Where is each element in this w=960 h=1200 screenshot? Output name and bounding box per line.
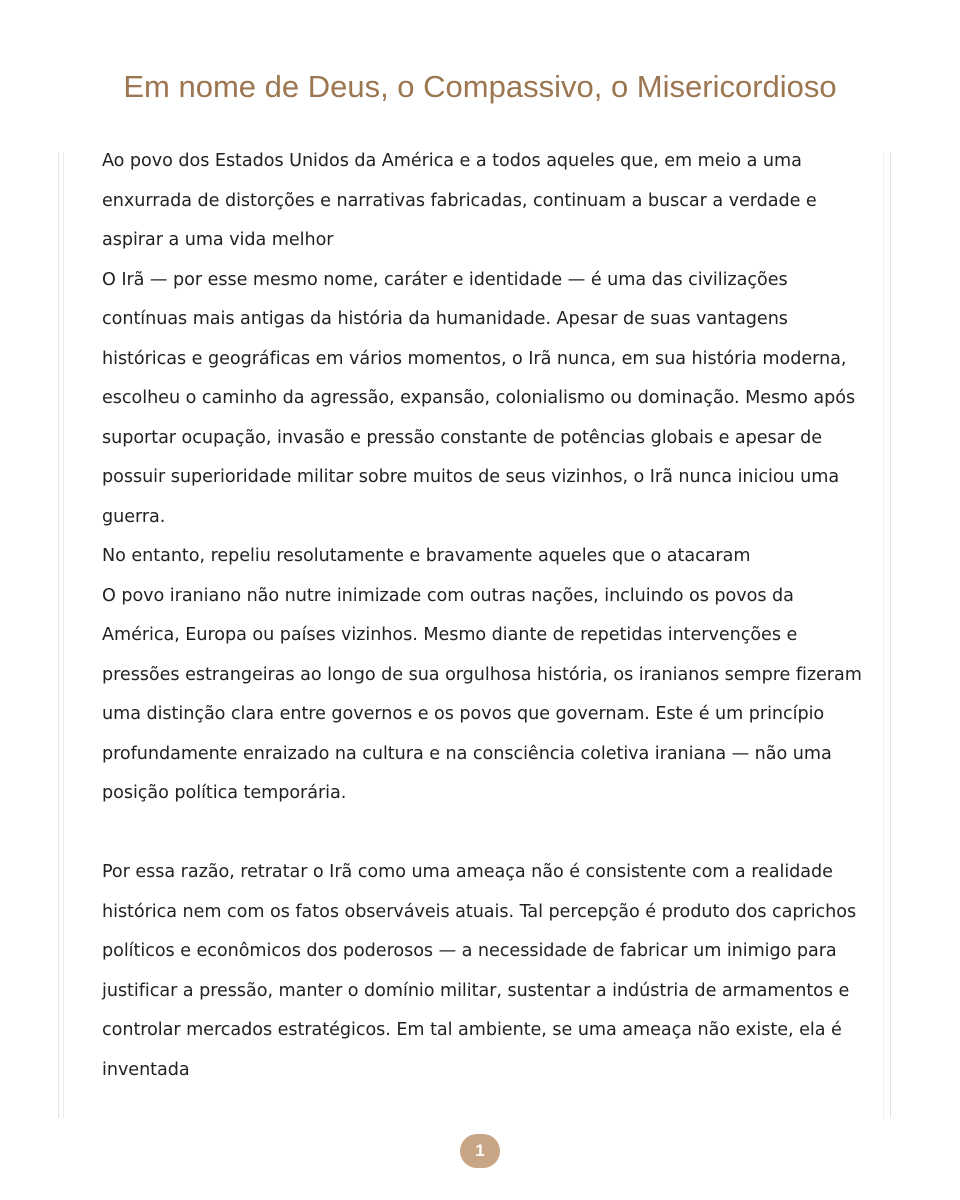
right-margin-rule: [890, 152, 891, 1118]
paragraph-defense: No entanto, repeliu resolutamente e bravamente aqueles que o atacaram: [102, 546, 751, 566]
paragraph-greeting: Ao povo dos Estados Unidos da América e a todos aqueles que, em meio a uma enxurrada de distorções e narrativas fabricadas, continuam a buscar a verdade e aspirar a uma vida melhor: [102, 151, 817, 250]
page-title: Em nome de Deus, o Compassivo, o Misericordioso: [123, 69, 837, 104]
page-number-badge: 1: [460, 1134, 500, 1168]
left-margin-rule: [58, 152, 59, 1118]
paragraph-threat: Por essa razão, retratar o Irã como uma ameaça não é consistente com a realidade histórica nem com os fatos observáveis atuais. Tal percepção é produto dos caprichos políticos e econômicos dos poderosos — a necessidade de fabricar um inimigo para justificar a pressão, manter o domínio militar, sustentar a indústria de armamentos e controlar mercados estratégicos. Em tal ambiente, se uma ameaça não existe, ela é inventada: [102, 862, 857, 1080]
letter-body: [102, 142, 872, 1090]
right-margin-rule-inner: [883, 152, 884, 1118]
paragraph-civilization: O Irã — por esse mesmo nome, caráter e identidade — é uma das civilizações contínuas mais antigas da história da humanidade. Apesar de suas vantagens históricas e geográficas em vários momentos, o Irã nunca, em sua história moderna, escolheu o caminho da agressão, expansão, colonialismo ou dominação. Mesmo após suportar ocupação, invasão e pressão constante de potências globais e apesar de possuir superioridade militar sobre muitos de seus vizinhos, o Irã nunca iniciou uma guerra.: [102, 269, 856, 527]
left-margin-rule-inner: [63, 152, 64, 1118]
paragraph-people: O povo iraniano não nutre inimizade com outras nações, incluindo os povos da América, Europa ou países vizinhos. Mesmo diante de repetidas intervenções e pressões estrangeiras ao longo de sua orgulhosa história, os iranianos sempre fizeram uma distinção clara entre governos e os povos que governam. Este é um princípio profundamente enraizado na cultura e na consciência coletiva iraniana — não uma posição política temporária.: [102, 585, 862, 803]
